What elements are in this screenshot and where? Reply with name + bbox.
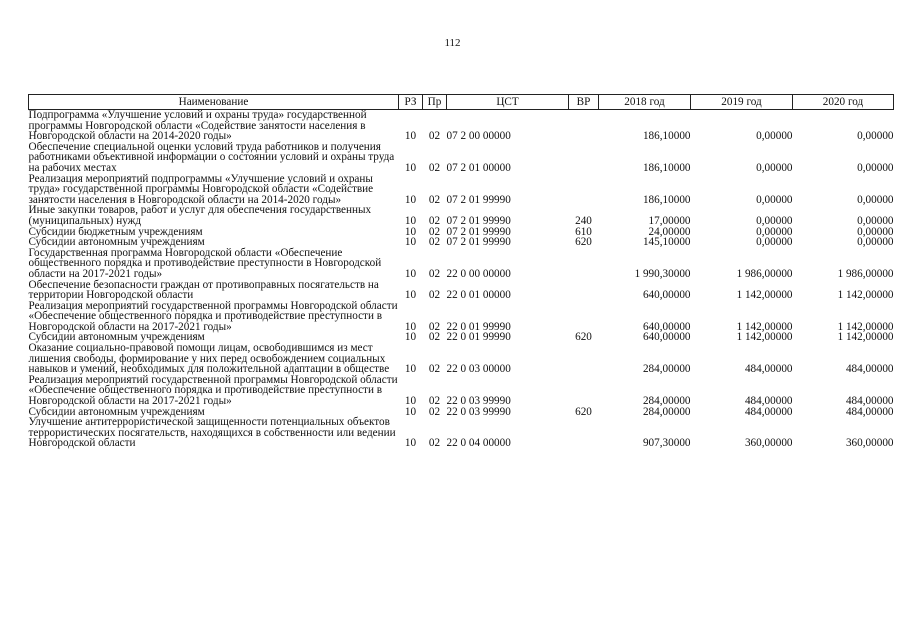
- row-2019: 0,00000: [756, 225, 793, 238]
- row-rz: 10: [404, 437, 417, 450]
- row-rz: 10: [404, 130, 417, 143]
- row-pr: 02: [428, 267, 441, 280]
- row-name: Субсидии автономным учреждениям: [28, 405, 205, 418]
- col-header-2020: 2020 год: [793, 95, 894, 110]
- row-2019: 0,00000: [756, 193, 793, 206]
- row-2018: 907,30000: [642, 437, 691, 450]
- table-row: [29, 142, 894, 174]
- row-cst: 22 0 01 00000: [446, 289, 511, 302]
- row-cst: 07 2 00 00000: [446, 130, 511, 143]
- row-2018: 284,00000: [642, 405, 691, 418]
- row-2020: 0,00000: [857, 193, 894, 206]
- row-2018: 1 990,30000: [634, 267, 691, 280]
- row-vr: [569, 343, 599, 375]
- row-cst: 22 0 03 99990: [446, 405, 511, 418]
- row-2019: 484,00000: [744, 395, 793, 408]
- row-cst: 07 2 01 00000: [446, 161, 511, 174]
- row-name: Обеспечение специальной оценки условий труда работников и получения работниками объективной информации о состоянии условий и охраны труда на рабочих местах: [28, 140, 395, 174]
- row-rz: 10: [404, 363, 417, 376]
- row-2020: 0,00000: [857, 214, 894, 227]
- row-vr: [569, 301, 599, 333]
- row-2020: 1 986,00000: [837, 267, 894, 280]
- table-header-row: [29, 95, 894, 110]
- row-name: Государственная программа Новгородской области «Обеспечение общественного порядка и противодействие преступности в Новгородской области на 2017-2021 годы»: [28, 246, 382, 280]
- row-2020: 484,00000: [845, 405, 894, 418]
- row-vr: [569, 280, 599, 301]
- row-vr: 620: [575, 236, 592, 249]
- table-row: [29, 280, 894, 301]
- table-body: [29, 110, 894, 450]
- col-header-rz: РЗ: [399, 95, 423, 110]
- col-header-2019: 2019 год: [691, 95, 793, 110]
- row-name: Субсидии бюджетным учреждениям: [28, 225, 203, 238]
- row-vr: 620: [575, 405, 592, 418]
- row-2019: 1 142,00000: [736, 331, 793, 344]
- row-name: Реализация мероприятий государственной программы Новгородской области «Обеспечение общественного порядка и противодействие преступности в Новгородской области на 2017-2021 годы»: [28, 373, 398, 408]
- row-cst: 07 2 01 99990: [446, 225, 511, 238]
- row-2018: 186,10000: [642, 161, 691, 174]
- col-header-pr: Пр: [423, 95, 447, 110]
- row-vr: 240: [575, 214, 592, 227]
- row-cst: 07 2 01 99990: [446, 236, 511, 249]
- row-rz: 10: [404, 214, 417, 227]
- row-2020: 0,00000: [857, 236, 894, 249]
- row-pr: 02: [428, 236, 441, 249]
- row-2020: 1 142,00000: [837, 320, 894, 333]
- row-name: Реализация мероприятий государственной программы Новгородской области «Обеспечение общественного порядка и противодействие преступности в Новгородской области на 2017-2021 годы»: [28, 299, 398, 333]
- row-2020: 1 142,00000: [837, 289, 894, 302]
- row-pr: 02: [428, 331, 441, 344]
- row-2018: 186,10000: [642, 130, 691, 143]
- row-pr: 02: [428, 437, 441, 450]
- row-vr: [569, 248, 599, 280]
- row-2020: 0,00000: [857, 225, 894, 238]
- row-2018: 145,10000: [642, 236, 691, 249]
- table-row: [29, 375, 894, 407]
- row-2019: 1 142,00000: [736, 320, 793, 333]
- row-rz: 10: [404, 405, 417, 418]
- row-2019: 0,00000: [756, 214, 793, 227]
- row-2019: 0,00000: [756, 130, 793, 143]
- col-header-2018: 2018 год: [599, 95, 691, 110]
- row-name: Субсидии автономным учреждениям: [28, 331, 205, 344]
- row-2020: 0,00000: [857, 130, 894, 143]
- row-2019: 1 986,00000: [736, 267, 793, 280]
- row-name: Подпрограмма «Улучшение условий и охраны труда» государственной программы Новгородской области «Содействие занятости населения в Новгородской области на 2014-2020 годы»: [28, 109, 367, 143]
- row-rz: 10: [404, 320, 417, 333]
- row-vr: [569, 110, 599, 142]
- row-rz: 10: [404, 331, 417, 344]
- row-vr: [569, 417, 599, 449]
- row-2019: 484,00000: [744, 363, 793, 376]
- table-row: [29, 248, 894, 280]
- row-rz: 10: [404, 225, 417, 238]
- row-rz: 10: [404, 161, 417, 174]
- table-row: [29, 205, 894, 226]
- row-name: Обеспечение безопасности граждан от противоправных посягательств на территории Новгородской области: [28, 278, 379, 302]
- row-name: Реализация мероприятий подпрограммы «Улучшение условий и охраны труда» государственной программы Новгородской области «Содействие занятости населения в Новгородской области на 2014-2020 годы»: [28, 172, 374, 206]
- table-row: [29, 174, 894, 206]
- row-pr: 02: [428, 320, 441, 333]
- row-vr: [569, 142, 599, 174]
- page-number: 112: [444, 37, 461, 49]
- row-cst: 22 0 00 00000: [446, 267, 511, 280]
- row-name: Оказание социально-правовой помощи лицам, освободившимся из мест лишения свободы, формирование у них перед освобождением социальных навыков и умений, необходимых для положительной адаптации в обществе: [28, 342, 390, 376]
- row-2020: 484,00000: [845, 395, 894, 408]
- row-pr: 02: [428, 214, 441, 227]
- table-row: [29, 110, 894, 142]
- row-cst: 22 0 03 99990: [446, 395, 511, 408]
- row-rz: 10: [404, 267, 417, 280]
- row-2018: 24,00000: [648, 225, 691, 238]
- col-header-vr: ВР: [569, 95, 599, 110]
- row-name: Субсидии автономным учреждениям: [28, 236, 205, 249]
- row-rz: 10: [404, 193, 417, 206]
- table-row: [29, 417, 894, 449]
- row-2018: 284,00000: [642, 395, 691, 408]
- row-2018: 17,00000: [648, 214, 691, 227]
- row-cst: 22 0 01 99990: [446, 331, 511, 344]
- row-vr: [569, 174, 599, 206]
- row-2019: 0,00000: [756, 161, 793, 174]
- row-pr: 02: [428, 225, 441, 238]
- row-rz: 10: [404, 236, 417, 249]
- table-row: [29, 343, 894, 375]
- row-pr: 02: [428, 161, 441, 174]
- col-header-name: Наименование: [29, 95, 399, 110]
- row-cst: 22 0 03 00000: [446, 363, 511, 376]
- row-2018: 640,00000: [642, 289, 691, 302]
- row-2018: 186,10000: [642, 193, 691, 206]
- row-2019: 1 142,00000: [736, 289, 793, 302]
- row-2019: 360,00000: [744, 437, 793, 450]
- row-2019: 484,00000: [744, 405, 793, 418]
- row-2018: 640,00000: [642, 331, 691, 344]
- row-vr: [569, 375, 599, 407]
- row-2020: 484,00000: [845, 363, 894, 376]
- row-name: Иные закупки товаров, работ и услуг для обеспечения государственных (муниципальных) нужд: [28, 204, 372, 227]
- table-row: [29, 301, 894, 333]
- row-pr: 02: [428, 405, 441, 418]
- row-pr: 02: [428, 363, 441, 376]
- row-pr: 02: [428, 193, 441, 206]
- row-rz: 10: [404, 289, 417, 302]
- col-header-cst: ЦСТ: [447, 95, 569, 110]
- row-2020: 360,00000: [845, 437, 894, 450]
- row-pr: 02: [428, 395, 441, 408]
- row-cst: 07 2 01 99990: [446, 193, 511, 206]
- row-2019: 0,00000: [756, 236, 793, 249]
- row-2018: 284,00000: [642, 363, 691, 376]
- row-cst: 07 2 01 99990: [446, 214, 511, 227]
- row-pr: 02: [428, 289, 441, 302]
- row-rz: 10: [404, 395, 417, 408]
- row-pr: 02: [428, 130, 441, 143]
- budget-table: [28, 94, 894, 449]
- row-2018: 640,00000: [642, 320, 691, 333]
- row-vr: 610: [575, 225, 592, 238]
- row-cst: 22 0 01 99990: [446, 320, 511, 333]
- row-cst: 22 0 04 00000: [446, 437, 511, 450]
- row-vr: 620: [575, 331, 592, 344]
- row-2020: 1 142,00000: [837, 331, 894, 344]
- row-2020: 0,00000: [857, 161, 894, 174]
- row-name: Улучшение антитеррористической защищенности потенциальных объектов террористических посягательств, находящихся в собственности или ведении Новгородской области: [28, 416, 396, 450]
